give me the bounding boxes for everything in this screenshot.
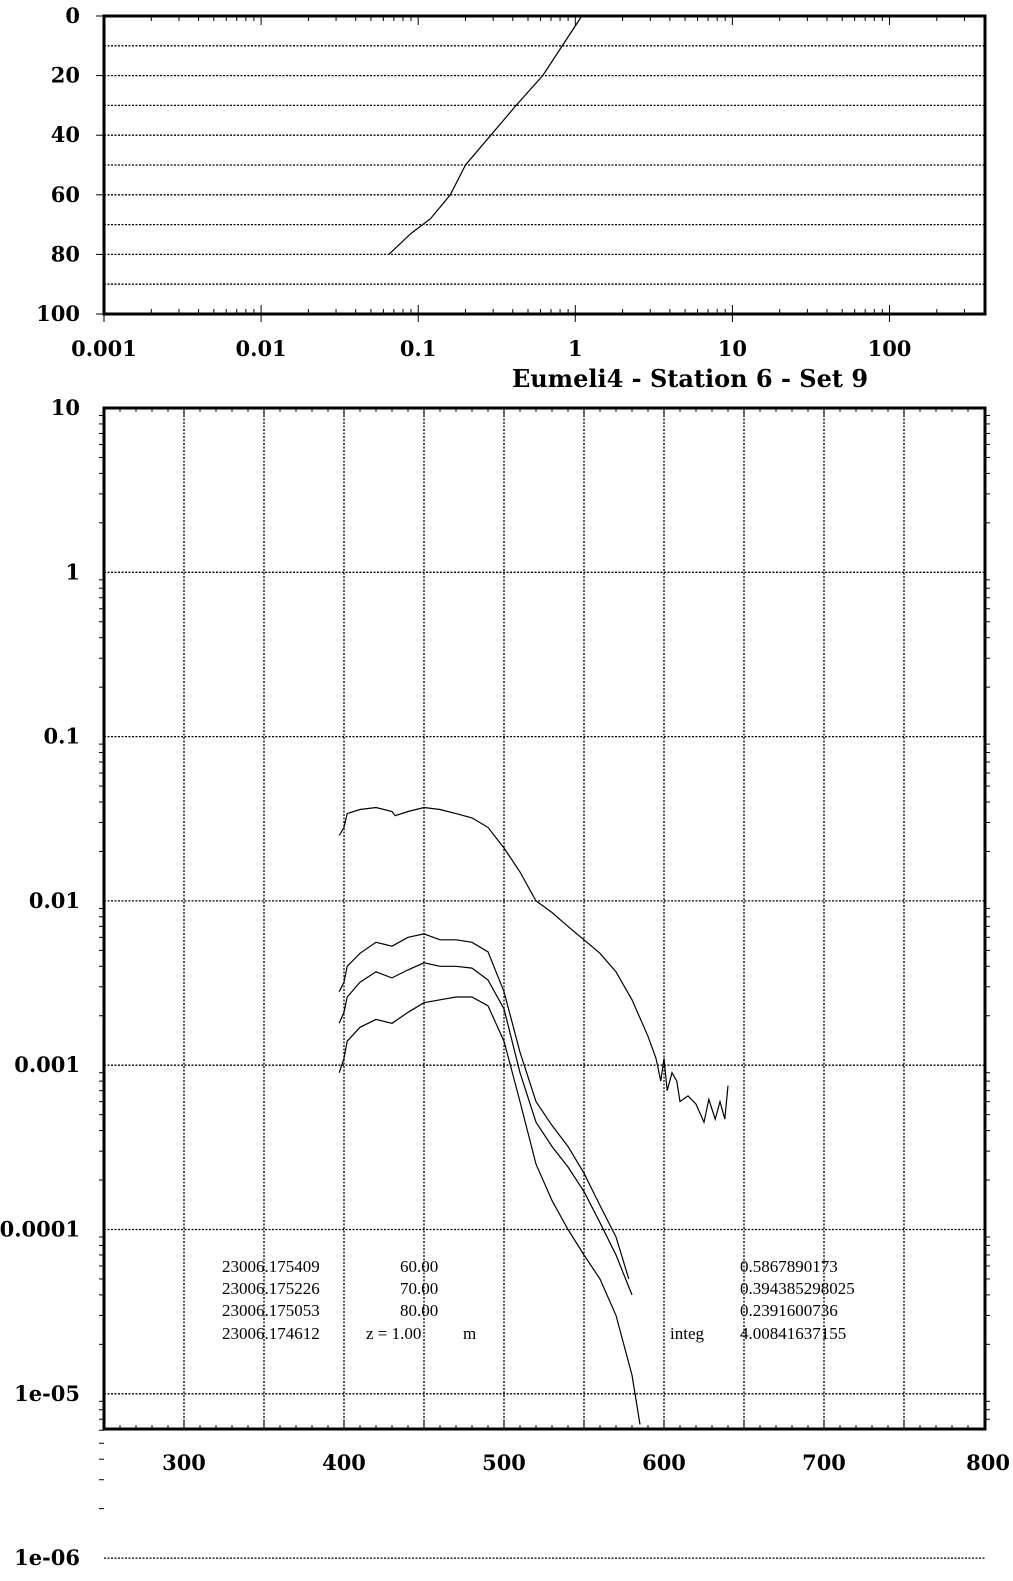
bottom-chart-gridlines [104, 408, 985, 1558]
annotation-unit: m [463, 1324, 477, 1343]
top-chart-minor-ticks [104, 16, 984, 314]
annotation-mid-4: z = 1.00 [366, 1324, 422, 1343]
annotation-mid-2: 70.00 [400, 1279, 439, 1298]
annotation-right-1: 0.5867890173 [740, 1257, 838, 1276]
top-x-tick-label-1: 0.01 [235, 336, 287, 361]
top-y-tick-label-0: 0 [65, 3, 80, 28]
annotation-left-2: 23006.175226 [222, 1279, 320, 1298]
spectrum-chart [0, 395, 1010, 1570]
annotation-left-4: 23006.174612 [222, 1324, 320, 1343]
top-y-tick-label-100: 100 [36, 301, 80, 326]
top-chart-frame [104, 16, 985, 314]
bottom-chart-minor-ticks [99, 408, 990, 1509]
top-y-tick-label-40: 40 [50, 122, 80, 148]
depth-profile-chart [36, 3, 985, 361]
bottom-series-line-2 [339, 963, 632, 1295]
top-y-tick-label-20: 20 [50, 62, 80, 88]
top-chart-gridlines [104, 46, 985, 284]
bottom-x-tick-label-1: 400 [322, 1450, 366, 1475]
top-y-tick-label-80: 80 [50, 241, 80, 267]
annotation-right-2: 0.394385298025 [740, 1279, 855, 1298]
bottom-x-tick-label-0: 300 [162, 1450, 206, 1475]
bottom-y-tick-label-6: 1e-05 [14, 1380, 80, 1406]
annotation-mid-3: 80.00 [400, 1301, 439, 1320]
top-x-tick-label-5: 100 [867, 336, 912, 361]
bottom-x-tick-label-5: 800 [966, 1450, 1010, 1475]
bottom-y-tick-label-1: 1 [65, 559, 80, 585]
bottom-chart-y-tick-labels [0, 395, 80, 1570]
annotation-left-3: 23006.175053 [222, 1301, 320, 1320]
bottom-x-tick-label-3: 600 [642, 1450, 686, 1475]
bottom-y-tick-label-0: 10 [50, 395, 80, 420]
bottom-x-tick-label-4: 700 [802, 1450, 846, 1475]
bottom-series-line-3 [339, 997, 640, 1425]
top-chart-x-tick-labels [71, 314, 911, 361]
bottom-y-tick-label-4: 0.001 [14, 1052, 80, 1078]
bottom-series-line-0 [339, 808, 728, 1123]
annotation-left-1: 23006.175409 [222, 1257, 320, 1276]
bottom-chart-title: Eumeli4 - Station 6 - Set 9 [511, 364, 869, 393]
top-x-tick-label-2: 0.1 [399, 336, 437, 361]
top-chart-y-tick-labels [36, 3, 104, 326]
top-x-tick-label-3: 1 [567, 336, 583, 361]
top-x-tick-label-0: 0.001 [71, 336, 137, 361]
bottom-y-tick-label-2: 0.1 [43, 723, 80, 749]
top-x-tick-label-4: 10 [717, 336, 748, 361]
top-y-tick-label-60: 60 [50, 181, 80, 207]
annotation-block [222, 1257, 855, 1343]
bottom-y-tick-label-7: 1e-06 [14, 1545, 80, 1571]
bottom-y-tick-label-3: 0.01 [28, 887, 80, 913]
bottom-chart-x-tick-labels [162, 1450, 1010, 1475]
annotation-integ-label: integ [670, 1324, 704, 1343]
bottom-series-line-1 [339, 934, 629, 1279]
annotation-mid-1: 60.00 [400, 1257, 439, 1276]
bottom-x-tick-label-2: 500 [482, 1450, 526, 1475]
bottom-y-tick-label-5: 0.0001 [0, 1216, 80, 1242]
annotation-right-3: 0.2391600736 [740, 1301, 838, 1320]
annotation-integ-value: 4.00841637155 [740, 1324, 847, 1343]
